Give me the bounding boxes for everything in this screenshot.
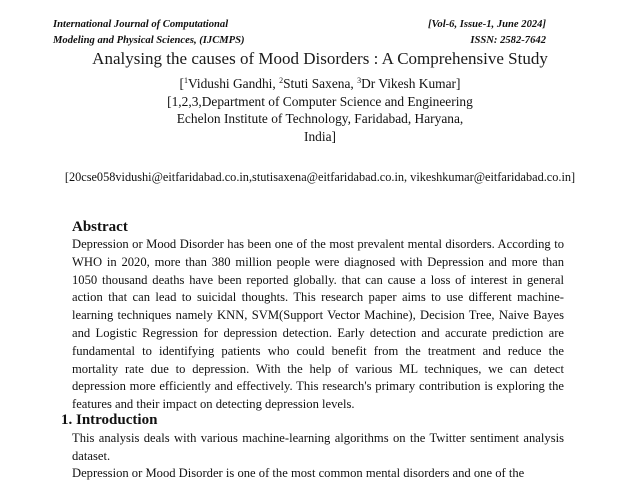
author-1-sup: 1 [184, 76, 188, 85]
introduction-paragraph-2: Depression or Mood Disorder is one of the most common mental disorders and one of the [72, 466, 525, 480]
paper-title: Analysing the causes of Mood Disorders : A Comprehensive Study [92, 49, 548, 68]
affiliation-line-2: Echelon Institute of Technology, Faridabad, Haryana, [176, 111, 464, 126]
introduction-paragraph-1: This analysis deals with various machine-learning algorithms on the Twitter sentiment analysis dataset. [72, 431, 564, 463]
author-2: Stuti Saxena, [283, 76, 358, 91]
abstract-text: Depression or Mood Disorder has been one of the most prevalent mental disorders. According to WHO in 2020, more than 380 million people were diagnosed with Depression and more than 1050 thousand deaths have been reported globally. that can cause a loss of interest in general action that can lead to suicidal thoughts. This research paper aims to use different machine-learning techniques namely KNN, SVM(Support Vector Machine), Decision Tree, Naive Bayes and Logistic Regression for depression detection. Early detection and accurate prediction are fundamental to identifying patients who could benefit from the treatment and reduce the mortality rate due to depression. With the help of various ML techniques, we can detect depression more efficiently and effectively. This research's primary contribution is exploring the features and their impact on detecting depression levels. [72, 237, 564, 412]
affiliation-line-3: India] [304, 129, 336, 144]
journal-issn: ISSN: 2582-7642 [470, 34, 546, 46]
author-list [0, 75, 640, 93]
author-emails: [20cse058vidushi@eitfaridabad.co.in,stutisaxena@eitfaridabad.co.in, vikeshkumar@eitfaridabad.co.in] [64, 170, 576, 184]
abstract-heading: Abstract [72, 219, 128, 235]
journal-issue-info [306, 17, 546, 48]
author-1: Vidushi Gandhi, [188, 76, 280, 91]
introduction-heading: 1. Introduction [61, 412, 158, 428]
author-2-sup: 2 [279, 76, 284, 85]
author-3-sup: 3 [357, 76, 362, 85]
author-open-bracket: [ [179, 76, 184, 91]
journal-issue: [Vol-6, Issue-1, June 2024] [427, 19, 546, 30]
affiliation-line-1: [1,2,3,Department of Computer Science and Engineering [167, 94, 473, 109]
author-3: Dr Vikesh Kumar] [361, 76, 461, 91]
journal-name-line2: Modeling and Physical Sciences, (IJCMPS) [53, 34, 245, 46]
journal-name-line1: International Journal of Computational [53, 19, 229, 30]
